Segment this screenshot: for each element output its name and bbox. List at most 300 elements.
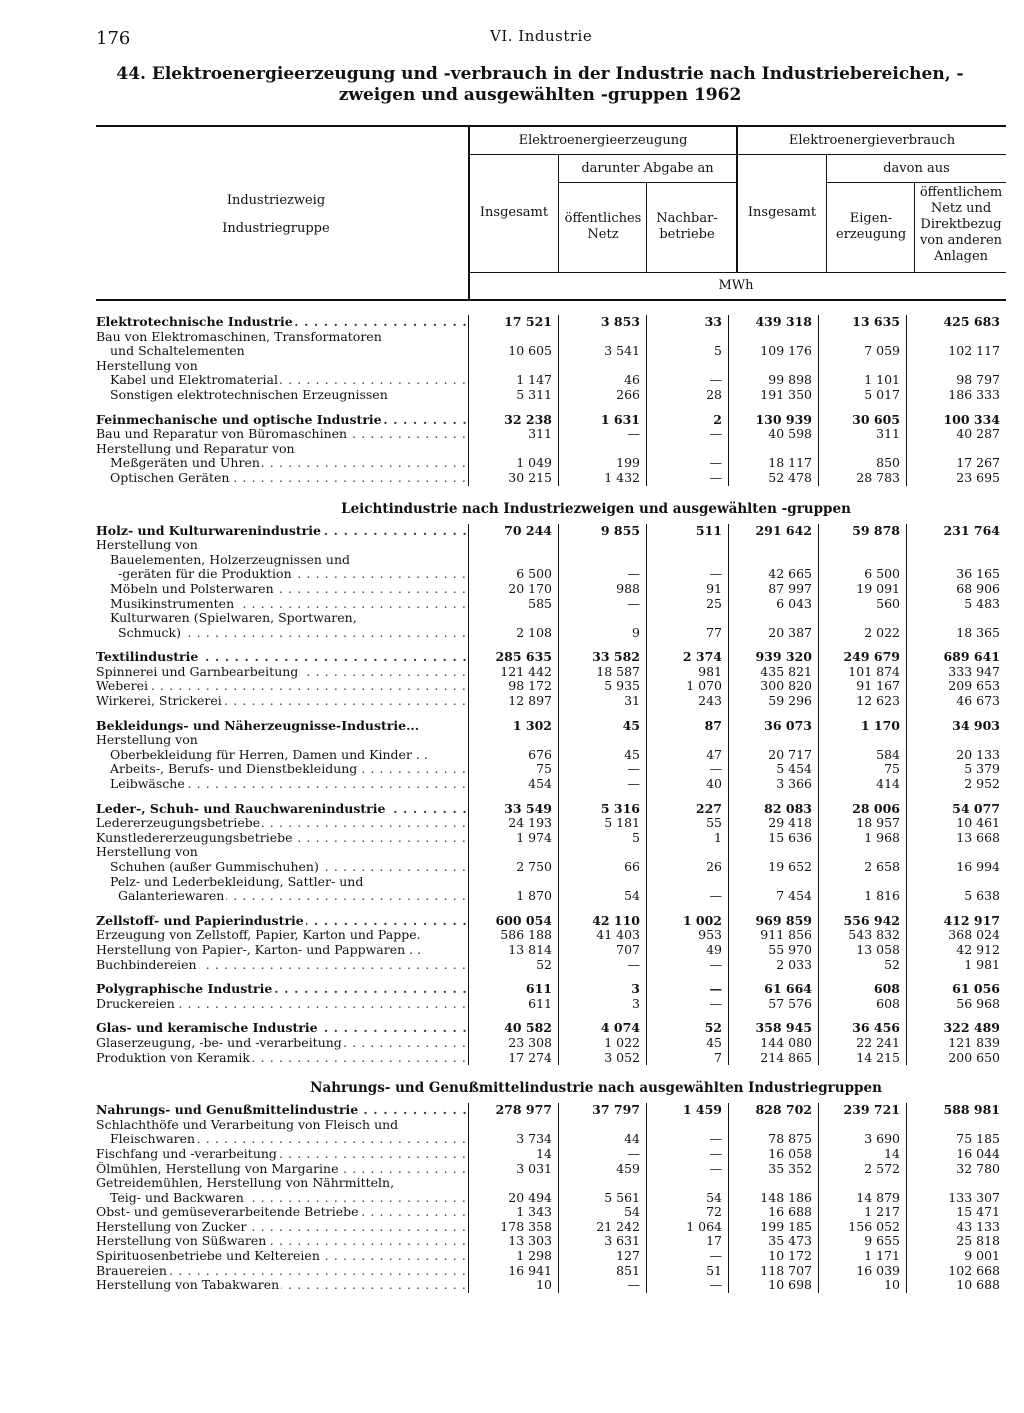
value-cell: [818, 538, 906, 553]
value-cell: 214 865: [728, 1051, 818, 1066]
value-cell: 2 022: [818, 626, 906, 641]
table-row: [96, 845, 1006, 860]
value-cell: 1 298: [468, 1249, 558, 1264]
table-row: [96, 889, 1006, 904]
row-label-cell: [96, 413, 468, 428]
value-cell: [906, 845, 1006, 860]
value-cell: —: [646, 471, 728, 486]
value-cell: 1 459: [646, 1103, 728, 1118]
table-row: [96, 611, 1006, 626]
row-label: Herstellung von: [96, 358, 198, 373]
value-cell: 178 358: [468, 1220, 558, 1235]
value-cell: [558, 359, 646, 374]
row-label-cell: [96, 748, 468, 763]
value-cell: 10 172: [728, 1249, 818, 1264]
value-cell: 9: [558, 626, 646, 641]
value-cell: —: [646, 997, 728, 1012]
row-label: Pelz- und Lederbekleidung, Sattler- und: [96, 875, 365, 889]
value-cell: 10: [818, 1278, 906, 1293]
value-cell: 98 172: [468, 679, 558, 694]
table-row: [96, 1021, 1006, 1036]
value-cell: [468, 845, 558, 860]
value-cell: —: [558, 958, 646, 973]
value-cell: 127: [558, 1249, 646, 1264]
value-cell: 1 101: [818, 373, 906, 388]
value-cell: 77: [646, 626, 728, 641]
value-cell: 588 981: [906, 1103, 1006, 1118]
value-cell: [646, 875, 728, 890]
value-cell: [468, 875, 558, 890]
value-cell: 46 673: [906, 694, 1006, 709]
table-row: [96, 1264, 1006, 1279]
value-cell: 209 653: [906, 679, 1006, 694]
value-cell: 45: [558, 748, 646, 763]
table-row: [96, 679, 1006, 694]
value-cell: [906, 875, 1006, 890]
value-cell: 20 717: [728, 748, 818, 763]
value-cell: 1 974: [468, 831, 558, 846]
value-cell: 600 054: [468, 914, 558, 929]
row-label-cell: [96, 344, 468, 359]
value-cell: 828 702: [728, 1103, 818, 1118]
table-row: [96, 816, 1006, 831]
value-cell: 4 074: [558, 1021, 646, 1036]
value-cell: 35 473: [728, 1234, 818, 1249]
value-cell: 121 442: [468, 665, 558, 680]
value-cell: 66: [558, 860, 646, 875]
row-label: und Schaltelementen: [96, 344, 247, 358]
row-label-cell: [96, 802, 468, 817]
row-label: Sonstigen elektrotechnischen Erzeugnissen: [96, 388, 390, 402]
value-cell: 851: [558, 1264, 646, 1279]
table-row: [96, 567, 1006, 582]
row-label-cell: [96, 388, 468, 403]
row-label-cell: [96, 816, 468, 831]
value-cell: —: [646, 982, 728, 997]
value-cell: [818, 553, 906, 568]
value-cell: 10 605: [468, 344, 558, 359]
value-cell: 1 064: [646, 1220, 728, 1235]
value-cell: [818, 359, 906, 374]
value-cell: 689 641: [906, 650, 1006, 665]
value-cell: 87 997: [728, 582, 818, 597]
value-cell: 9 001: [906, 1249, 1006, 1264]
value-cell: 412 917: [906, 914, 1006, 929]
value-cell: 311: [468, 427, 558, 442]
row-label-cell: [96, 427, 468, 442]
value-cell: [558, 875, 646, 890]
value-cell: 30 605: [818, 413, 906, 428]
value-cell: 953: [646, 928, 728, 943]
value-cell: —: [646, 889, 728, 904]
value-cell: 51: [646, 1264, 728, 1279]
value-cell: 543 832: [818, 928, 906, 943]
value-cell: 28: [646, 388, 728, 403]
value-cell: 45: [558, 719, 646, 734]
value-cell: 16 941: [468, 1264, 558, 1279]
value-cell: 54 077: [906, 802, 1006, 817]
row-label-cell: [96, 1147, 468, 1162]
value-cell: 30 215: [468, 471, 558, 486]
value-cell: 6 043: [728, 597, 818, 612]
value-cell: 584: [818, 748, 906, 763]
row-label-cell: [96, 650, 468, 665]
unit-label: MWh: [718, 278, 754, 293]
value-cell: 19 652: [728, 860, 818, 875]
value-cell: 35 352: [728, 1162, 818, 1177]
value-cell: 87: [646, 719, 728, 734]
value-cell: [468, 553, 558, 568]
table-row: [96, 777, 1006, 792]
value-cell: [646, 359, 728, 374]
value-cell: 34 903: [906, 719, 1006, 734]
value-cell: 707: [558, 943, 646, 958]
table-row: [96, 762, 1006, 777]
value-cell: 14: [468, 1147, 558, 1162]
row-label-cell: [96, 982, 468, 997]
value-cell: 3 366: [728, 777, 818, 792]
value-cell: 1 002: [646, 914, 728, 929]
value-cell: 586 188: [468, 928, 558, 943]
table-row: [96, 330, 1006, 345]
value-cell: [728, 733, 818, 748]
value-cell: [558, 1176, 646, 1191]
value-cell: 14 215: [818, 1051, 906, 1066]
value-cell: 5 638: [906, 889, 1006, 904]
value-cell: 20 170: [468, 582, 558, 597]
row-label-cell: [96, 1051, 468, 1066]
value-cell: —: [646, 567, 728, 582]
value-cell: 10 688: [906, 1278, 1006, 1293]
value-cell: 101 874: [818, 665, 906, 680]
value-cell: [646, 1176, 728, 1191]
row-label-cell: [96, 1249, 468, 1264]
table-row: [96, 694, 1006, 709]
table-body: [96, 315, 1006, 1293]
value-cell: 6 500: [468, 567, 558, 582]
row-label: Möbeln und Polsterwaren: [96, 582, 276, 596]
col-header-nachbar: Nachbar-betriebe: [656, 211, 718, 242]
value-cell: —: [646, 1278, 728, 1293]
value-cell: 850: [818, 456, 906, 471]
value-cell: [728, 1176, 818, 1191]
value-cell: 57 576: [728, 997, 818, 1012]
row-label-cell: [96, 456, 468, 471]
value-cell: 13 668: [906, 831, 1006, 846]
value-cell: 2 658: [818, 860, 906, 875]
value-cell: 55: [646, 816, 728, 831]
row-label-cell: [96, 733, 468, 748]
value-cell: 939 320: [728, 650, 818, 665]
value-cell: [468, 611, 558, 626]
value-cell: 29 418: [728, 816, 818, 831]
table-row: [96, 1249, 1006, 1264]
value-cell: 14 879: [818, 1191, 906, 1206]
value-cell: [558, 845, 646, 860]
value-cell: 5 311: [468, 388, 558, 403]
value-cell: 5: [646, 344, 728, 359]
row-label: Bau und Reparatur von Büromaschinen: [96, 427, 348, 442]
table-row: [96, 665, 1006, 680]
table-row: [96, 802, 1006, 817]
value-cell: 439 318: [728, 315, 818, 330]
row-label: Glas- und keramische Industrie: [96, 1021, 318, 1036]
row-label-cell: [96, 626, 468, 641]
value-cell: 20 494: [468, 1191, 558, 1206]
col-header-netz: öffentliches Netz: [564, 211, 642, 242]
row-label: Kulturwaren (Spielwaren, Sportwaren,: [96, 611, 359, 625]
value-cell: 24 193: [468, 816, 558, 831]
value-cell: 3 052: [558, 1051, 646, 1066]
row-label-cell: [96, 1118, 468, 1133]
value-cell: 10: [468, 1278, 558, 1293]
value-cell: 266: [558, 388, 646, 403]
value-cell: 2: [646, 413, 728, 428]
value-cell: [906, 330, 1006, 345]
table-row: [96, 733, 1006, 748]
value-cell: [728, 611, 818, 626]
row-label: Kunstledererzeugungsbetriebe: [96, 830, 293, 845]
row-label: Druckereien: [96, 996, 175, 1011]
table-row: [96, 997, 1006, 1012]
row-label: Holz- und Kulturwarenindustrie: [96, 523, 321, 538]
value-cell: [468, 330, 558, 345]
value-cell: 611: [468, 982, 558, 997]
section-heading: Nahrungs- und Genußmittelindustrie nach ausgewählten Industriegruppen: [310, 1080, 882, 1097]
value-cell: 36 073: [728, 719, 818, 734]
table-row: [96, 1205, 1006, 1220]
value-cell: 322 489: [906, 1021, 1006, 1036]
value-cell: 156 052: [818, 1220, 906, 1235]
value-cell: 25 818: [906, 1234, 1006, 1249]
value-cell: 13 814: [468, 943, 558, 958]
value-cell: 12 897: [468, 694, 558, 709]
value-cell: 18 117: [728, 456, 818, 471]
value-cell: 199 185: [728, 1220, 818, 1235]
value-cell: 109 176: [728, 344, 818, 359]
value-cell: [818, 1118, 906, 1133]
table-title: 44. Elektroenergieerzeugung und -verbrauch in der Industrie nach Industriebereichen, -zweigen und ausgewählten -gruppen 1962: [116, 64, 964, 105]
row-label: Herstellung von: [96, 845, 198, 860]
value-cell: —: [646, 1162, 728, 1177]
value-cell: 28 783: [818, 471, 906, 486]
value-cell: 1 022: [558, 1036, 646, 1051]
value-cell: 249 679: [818, 650, 906, 665]
value-cell: [906, 733, 1006, 748]
value-cell: 46: [558, 373, 646, 388]
value-cell: —: [558, 777, 646, 792]
value-cell: 608: [818, 982, 906, 997]
value-cell: 52 478: [728, 471, 818, 486]
value-cell: 10 461: [906, 816, 1006, 831]
value-cell: 43 133: [906, 1220, 1006, 1235]
table-row: [96, 1051, 1006, 1066]
row-label: Herstellung und Reparatur von: [96, 441, 295, 456]
value-cell: 435 821: [728, 665, 818, 680]
value-cell: [646, 538, 728, 553]
table-row: [96, 914, 1006, 929]
row-label-cell: [96, 1176, 468, 1191]
row-label: Bauelementen, Holzerzeugnissen und: [96, 553, 352, 567]
value-cell: 10 698: [728, 1278, 818, 1293]
row-label: Herstellung von: [96, 538, 198, 553]
value-cell: 130 939: [728, 413, 818, 428]
value-cell: [558, 442, 646, 457]
row-label-cell: [96, 875, 468, 890]
value-cell: 3: [558, 982, 646, 997]
value-cell: [728, 538, 818, 553]
value-cell: 1 217: [818, 1205, 906, 1220]
value-cell: 75 185: [906, 1132, 1006, 1147]
value-cell: 91: [646, 582, 728, 597]
value-cell: [906, 553, 1006, 568]
row-label: Obst- und gemüseverarbeitende Betriebe: [96, 1205, 359, 1220]
table-row: [96, 860, 1006, 875]
value-cell: [728, 330, 818, 345]
table-row: [96, 427, 1006, 442]
row-label: Herstellung von: [96, 733, 198, 748]
table-row: [96, 1147, 1006, 1162]
value-cell: 7: [646, 1051, 728, 1066]
value-cell: —: [646, 427, 728, 442]
value-cell: —: [646, 1249, 728, 1264]
row-label: Spinnerei und Garnbearbeitung: [96, 664, 299, 679]
value-cell: 560: [818, 597, 906, 612]
row-label: Leibwäsche: [96, 777, 187, 791]
value-cell: 52: [646, 1021, 728, 1036]
value-cell: [558, 553, 646, 568]
value-cell: —: [558, 762, 646, 777]
value-cell: 1 432: [558, 471, 646, 486]
value-cell: 5: [558, 831, 646, 846]
value-cell: 16 058: [728, 1147, 818, 1162]
table-row: [96, 1234, 1006, 1249]
value-cell: 36 456: [818, 1021, 906, 1036]
value-cell: 1 968: [818, 831, 906, 846]
value-cell: 2 108: [468, 626, 558, 641]
row-label-cell: [96, 1021, 468, 1036]
row-label: Optischen Geräten: [96, 471, 231, 485]
value-cell: 199: [558, 456, 646, 471]
value-cell: 1 171: [818, 1249, 906, 1264]
value-cell: 25: [646, 597, 728, 612]
col-header-insgesamt-2: Insgesamt: [747, 205, 817, 220]
value-cell: 40 287: [906, 427, 1006, 442]
table-row: [96, 1278, 1006, 1293]
value-cell: [558, 1118, 646, 1133]
row-label-cell: [96, 330, 468, 345]
value-cell: 148 186: [728, 1191, 818, 1206]
value-cell: 42 912: [906, 943, 1006, 958]
value-cell: [646, 442, 728, 457]
value-cell: 5 181: [558, 816, 646, 831]
table-row: [96, 388, 1006, 403]
value-cell: [728, 359, 818, 374]
value-cell: 55 970: [728, 943, 818, 958]
page-number: 176: [96, 28, 131, 49]
row-label-cell: [96, 1191, 468, 1206]
value-cell: 981: [646, 665, 728, 680]
value-cell: 17 521: [468, 315, 558, 330]
value-cell: 68 906: [906, 582, 1006, 597]
value-cell: 1 170: [818, 719, 906, 734]
row-label-cell: [96, 597, 468, 612]
value-cell: 333 947: [906, 665, 1006, 680]
row-label: Textilindustrie: [96, 650, 199, 665]
table-row: [96, 928, 1006, 943]
value-cell: 49: [646, 943, 728, 958]
value-cell: 75: [468, 762, 558, 777]
value-cell: —: [646, 373, 728, 388]
group-header-consumption: Elektroenergieverbrauch: [788, 133, 956, 148]
table-row: [96, 748, 1006, 763]
value-cell: 54: [558, 889, 646, 904]
value-cell: 70 244: [468, 524, 558, 539]
row-label-cell: [96, 928, 468, 943]
value-cell: 368 024: [906, 928, 1006, 943]
value-cell: [818, 1176, 906, 1191]
value-cell: 231 764: [906, 524, 1006, 539]
value-cell: 988: [558, 582, 646, 597]
value-cell: 47: [646, 748, 728, 763]
row-label-cell: [96, 762, 468, 777]
row-label-cell: [96, 359, 468, 374]
value-cell: 1 070: [646, 679, 728, 694]
value-cell: [728, 553, 818, 568]
value-cell: —: [646, 456, 728, 471]
value-cell: 26: [646, 860, 728, 875]
value-cell: [728, 875, 818, 890]
row-label: Polygraphische Industrie: [96, 982, 273, 997]
row-label-cell: [96, 611, 468, 626]
table-row: [96, 943, 1006, 958]
value-cell: 13 303: [468, 1234, 558, 1249]
table-row: [96, 553, 1006, 568]
row-label: Buchbindereien: [96, 957, 197, 972]
value-cell: 20 133: [906, 748, 1006, 763]
table-row: [96, 1176, 1006, 1191]
row-label-cell: [96, 1036, 468, 1051]
value-cell: [646, 733, 728, 748]
value-cell: 14: [818, 1147, 906, 1162]
value-cell: 969 859: [728, 914, 818, 929]
row-label: Feinmechanische und optische Industrie: [96, 412, 382, 427]
value-cell: 18 587: [558, 665, 646, 680]
table-row: [96, 582, 1006, 597]
value-cell: 40: [646, 777, 728, 792]
value-cell: [558, 538, 646, 553]
row-label: -geräten für die Produktion: [96, 567, 294, 581]
row-label-cell: [96, 777, 468, 792]
value-cell: 19 091: [818, 582, 906, 597]
value-cell: 121 839: [906, 1036, 1006, 1051]
value-cell: [818, 875, 906, 890]
value-cell: 5 483: [906, 597, 1006, 612]
col-header-insgesamt-1: Insgesamt: [479, 205, 549, 220]
value-cell: 1: [646, 831, 728, 846]
row-label-cell: [96, 582, 468, 597]
value-cell: 59 296: [728, 694, 818, 709]
value-cell: [558, 611, 646, 626]
table-row: [96, 413, 1006, 428]
value-cell: [906, 1176, 1006, 1191]
table-row: [96, 626, 1006, 641]
value-cell: 5 561: [558, 1191, 646, 1206]
value-cell: 239 721: [818, 1103, 906, 1118]
row-label: Teig- und Backwaren: [96, 1191, 246, 1205]
row-label: Spirituosenbetriebe und Keltereien: [96, 1249, 320, 1264]
value-cell: 2 952: [906, 777, 1006, 792]
